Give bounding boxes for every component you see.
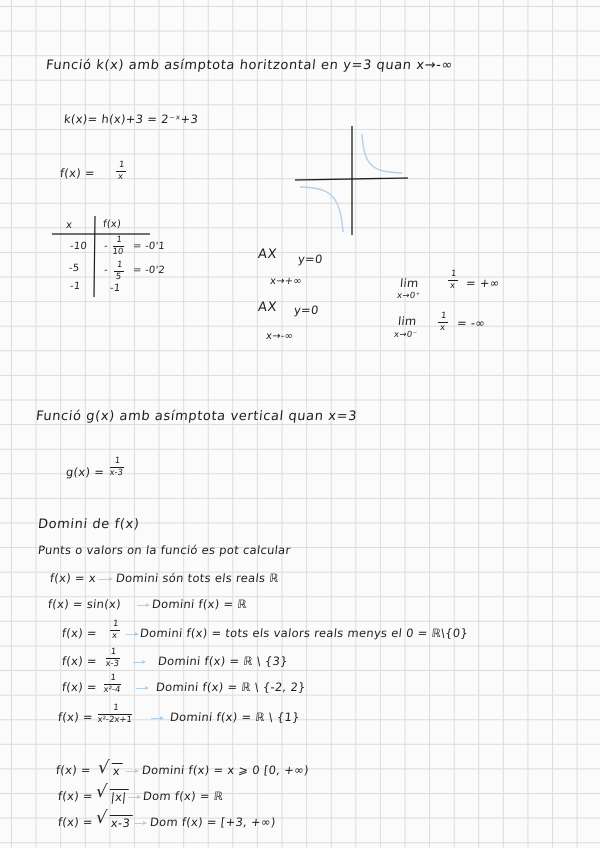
root-line-1-rhs: Domini f(x) = x ⩾ 0 [0, +∞) — [141, 763, 310, 777]
k-definition: k(x)= h(x)+3 = 2⁻ˣ+3 — [63, 112, 199, 126]
f-definition-denominator: x — [117, 172, 124, 182]
table-f-2-post: = -0'2 — [132, 265, 166, 276]
root-line-3-radicand: x-3 — [108, 815, 133, 830]
domain-line-3-rhs: Domini f(x) = tots els valors reals menys el 0 = ℝ\{0} — [139, 626, 469, 640]
domain-line-4-num: 1 — [110, 647, 117, 657]
section-title-vertical-asymptote: Funció g(x) amb asímptota vertical quan x=3 — [35, 409, 358, 424]
table-x-2: -5 — [68, 263, 80, 274]
domain-subtitle: Punts o valors on la funció es pot calcular — [37, 543, 292, 557]
table-f-1-pre: - — [103, 241, 109, 252]
domain-line-5-fraction — [103, 674, 122, 695]
domain-line-6-den: x²-2x+1 — [96, 715, 133, 725]
domain-line-4-den: x-3 — [104, 659, 120, 669]
table-header-fx: f(x) — [102, 219, 122, 230]
arrow-icon — [137, 605, 149, 606]
table-x-1: -10 — [69, 241, 88, 252]
domain-line-2-rhs: Domini f(x) = ℝ — [151, 597, 248, 611]
domain-line-5-lhs: f(x) = — [61, 680, 98, 694]
limit-2-den: x — [439, 323, 446, 333]
asymptote-1-label: AX — [257, 247, 278, 262]
arrow-icon — [126, 771, 138, 772]
table-f-2-num: 1 — [116, 260, 123, 270]
arrow-icon — [133, 662, 145, 663]
domain-line-3-num: 1 — [112, 619, 119, 629]
limit-2-word: lim — [397, 314, 418, 328]
limit-1-sub: x→0⁺ — [396, 291, 421, 301]
table-f-3: -1 — [109, 283, 121, 294]
arrow-icon — [151, 718, 163, 719]
asymptote-2-label: AX — [257, 300, 278, 315]
domain-line-1-lhs: f(x) = x — [49, 571, 97, 585]
arrow-icon — [136, 688, 148, 689]
section-title-horizontal-asymptote: Funció k(x) amb asímptota horitzontal en y=3 quan x→-∞ — [45, 58, 454, 73]
root-line-1-radicand: x — [110, 763, 123, 778]
limit-1-den: x — [449, 281, 456, 291]
arrow-icon — [98, 579, 112, 580]
table-f-1-post: = -0'1 — [132, 241, 166, 252]
sqrt-icon: √ — [96, 758, 111, 778]
g-definition-fraction — [109, 457, 125, 478]
limit-1-word: lim — [399, 276, 420, 290]
table-f-1-den: 10 — [111, 247, 124, 257]
limit-1-result: = +∞ — [465, 276, 501, 290]
g-definition-left: g(x) = — [65, 465, 105, 479]
root-line-3-rhs: Dom f(x) = [+3, +∞) — [149, 815, 277, 829]
domain-line-4-fraction — [105, 648, 121, 669]
domain-line-6-fraction — [97, 704, 134, 725]
domain-line-4-rhs: Domini f(x) = ℝ \ {3} — [157, 654, 289, 668]
domain-line-5-num: 1 — [109, 673, 117, 683]
g-definition-numerator: 1 — [114, 456, 121, 466]
arrow-icon — [134, 823, 146, 824]
g-definition-denominator: x-3 — [108, 468, 124, 478]
sqrt-icon: √ — [94, 808, 109, 828]
asymptote-2-y: y=0 — [293, 303, 320, 317]
root-line-1-lhs: f(x) = — [55, 763, 92, 777]
domain-line-3-den: x — [111, 631, 118, 641]
domain-line-5-den: x²-4 — [102, 685, 121, 695]
table-f-2-pre: - — [103, 265, 109, 276]
asymptote-1-x: x→+∞ — [269, 276, 303, 287]
sqrt-icon: √ — [94, 782, 109, 802]
f-definition-numerator: 1 — [118, 160, 125, 170]
domain-line-6-lhs: f(x) = — [57, 710, 94, 724]
limit-2-result: = -∞ — [456, 316, 486, 330]
root-line-3-lhs: f(x) = — [57, 815, 94, 829]
root-line-2-lhs: f(x) = — [57, 789, 94, 803]
asymptote-1-y: y=0 — [297, 252, 324, 266]
table-x-3: -1 — [69, 281, 81, 292]
table-f-1-num: 1 — [115, 235, 123, 245]
arrow-icon — [128, 797, 140, 798]
domain-line-1-rhs: Domini són tots els reals ℝ — [115, 571, 280, 585]
section-title-domain: Domini de f(x) — [37, 517, 141, 532]
domain-line-6-rhs: Domini f(x) = ℝ \ {1} — [169, 710, 301, 724]
domain-line-4-lhs: f(x) = — [61, 654, 98, 668]
asymptote-2-x: x→-∞ — [265, 331, 294, 342]
limit-1-num: 1 — [450, 269, 457, 279]
table-header-x: x — [65, 220, 73, 231]
f-definition-left: f(x) = — [59, 166, 96, 180]
domain-line-2-lhs: f(x) = sin(x) — [47, 597, 122, 611]
domain-line-5-rhs: Domini f(x) = ℝ \ {-2, 2} — [155, 680, 307, 694]
root-line-2-rhs: Dom f(x) = ℝ — [142, 789, 224, 803]
table-f-2-den: 5 — [115, 272, 122, 282]
root-line-2-radicand: |x| — [108, 789, 129, 804]
domain-line-3-lhs: f(x) = — [61, 626, 98, 640]
limit-2-num: 1 — [440, 311, 447, 321]
arrow-icon — [126, 634, 138, 635]
limit-2-sub: x→0⁻ — [393, 330, 418, 340]
domain-line-6-num: 1 — [112, 703, 120, 713]
